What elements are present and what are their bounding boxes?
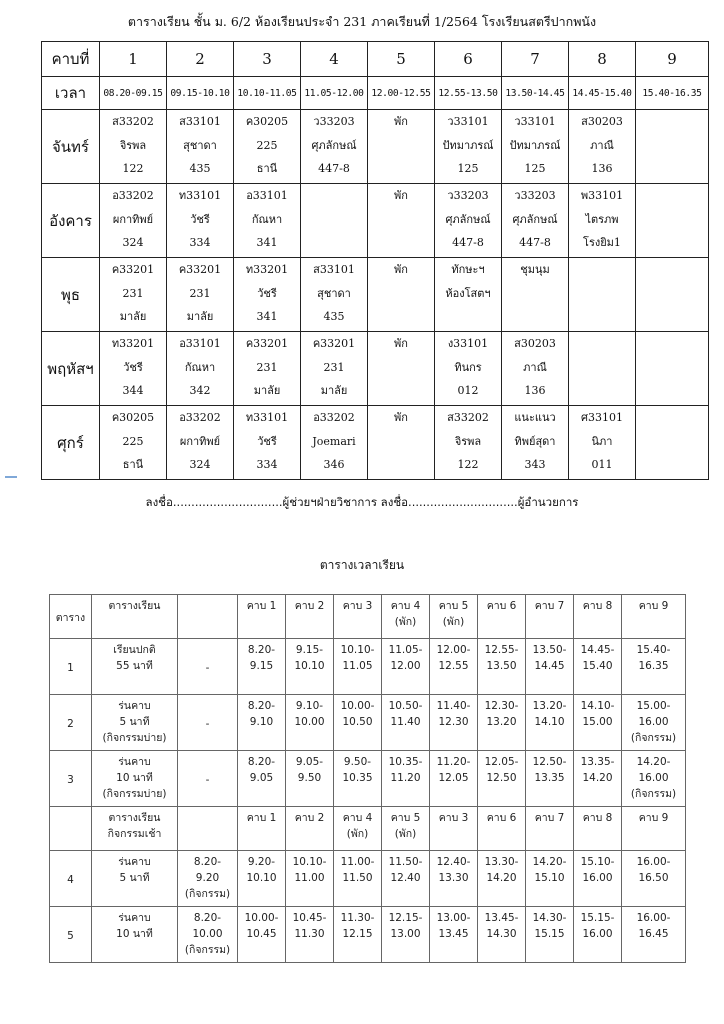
- class-cell: [301, 258, 368, 332]
- class-cell-line: 231: [256, 360, 278, 374]
- class-cell-line: ว33203: [313, 115, 355, 128]
- timetable-row: [50, 751, 686, 807]
- class-cell-line: กัณหา: [184, 360, 216, 374]
- time-cell: 15.00- 16.00 (กิจกรรม): [622, 695, 686, 751]
- class-cell-line: พัก: [394, 411, 408, 424]
- time-cell: 15.15- 16.00: [574, 907, 622, 963]
- header-cell: คาบ 9: [622, 807, 686, 851]
- class-cell-line: ส33202: [112, 115, 154, 128]
- day-name: อังคาร: [42, 184, 100, 258]
- schedule-type: เรียนปกติ 55 นาที: [92, 639, 178, 695]
- time-cell: 15.10- 16.00: [574, 851, 622, 907]
- class-cell-line: ส33101: [179, 115, 221, 128]
- class-cell-line: แนะแนว: [514, 411, 556, 424]
- class-cell-line: อ33101: [179, 337, 221, 350]
- schedule-type: ร่นคาบ 5 นาที (กิจกรรมบ่าย): [92, 695, 178, 751]
- class-cell-line: ว33101: [514, 115, 556, 128]
- time-cell: 13.00- 13.45: [430, 907, 478, 963]
- period-time: 12.55-13.50: [435, 77, 502, 110]
- class-cell: [368, 110, 435, 184]
- header-cell: คาบ 5 (พัก): [430, 595, 478, 639]
- class-cell-line: 012: [457, 384, 479, 397]
- class-cell-line: ศุภลักษณ์: [445, 212, 491, 226]
- class-cell-line: มาลัย: [253, 384, 281, 397]
- class-cell-line: อ33202: [112, 189, 154, 202]
- period-label: คาบที่: [42, 42, 100, 77]
- class-cell-line: อ33202: [313, 411, 355, 424]
- period-number: 9: [636, 42, 709, 77]
- class-cell-line: ว33203: [514, 189, 556, 202]
- header-cell: คาบ 9: [622, 595, 686, 639]
- header-cell: คาบ 4 (พัก): [382, 595, 430, 639]
- class-cell: [368, 184, 435, 258]
- timetable-title: ตารางเวลาเรียน: [319, 558, 405, 572]
- class-cell: [636, 110, 709, 184]
- class-cell: [435, 110, 502, 184]
- class-cell: [100, 406, 167, 480]
- class-cell-line: ไตรภพ: [585, 212, 619, 226]
- period-time: 11.05-12.00: [301, 77, 368, 110]
- time-cell: 11.20- 12.05: [430, 751, 478, 807]
- class-cell-line: 231: [189, 286, 211, 300]
- class-cell: [368, 258, 435, 332]
- time-cell: 14.10- 15.00: [574, 695, 622, 751]
- time-cell: 12.00- 12.55: [430, 639, 478, 695]
- time-cell: -: [178, 695, 238, 751]
- period-time: 12.00-12.55: [368, 77, 435, 110]
- time-cell: 11.50- 12.40: [382, 851, 430, 907]
- class-cell-line: 231: [323, 360, 345, 374]
- class-cell-line: 011: [591, 458, 613, 471]
- time-cell: 13.30- 14.20: [478, 851, 526, 907]
- class-cell: [435, 406, 502, 480]
- period-header-row: [42, 42, 709, 77]
- header-cell: ตารางเรียน: [92, 595, 178, 639]
- time-cell: 10.50- 11.40: [382, 695, 430, 751]
- class-cell: [502, 110, 569, 184]
- time-cell: 8.20- 9.05: [238, 751, 286, 807]
- class-cell-line: ศ33101: [581, 411, 623, 424]
- header-cell: คาบ 2: [286, 595, 334, 639]
- class-cell-line: ภาณี: [523, 360, 547, 374]
- class-cell: [636, 406, 709, 480]
- period-number: 6: [435, 42, 502, 77]
- schedule-number: 1: [50, 639, 92, 695]
- day-name: จันทร์: [42, 110, 100, 184]
- time-cell: 8.20- 9.15: [238, 639, 286, 695]
- class-cell-line: 435: [323, 310, 345, 323]
- class-schedule-table: [41, 41, 709, 480]
- class-cell: [569, 110, 636, 184]
- header-cell: คาบ 3: [334, 595, 382, 639]
- timetable-row: [50, 695, 686, 751]
- class-cell-line: 341: [256, 236, 278, 249]
- class-cell-line: มาลัย: [320, 384, 348, 397]
- day-row: [42, 332, 709, 406]
- time-cell: 12.55- 13.50: [478, 639, 526, 695]
- class-cell-line: พ33101: [580, 189, 624, 202]
- time-cell: 14.20- 15.10: [526, 851, 574, 907]
- schedule-type: ร่นคาบ 10 นาที: [92, 907, 178, 963]
- class-cell: [569, 332, 636, 406]
- class-cell-line: มาลัย: [119, 310, 147, 323]
- class-cell-line: นิภา: [591, 434, 613, 448]
- class-cell-line: 324: [189, 458, 211, 471]
- class-cell-line: พัก: [394, 189, 408, 202]
- class-cell-line: 344: [122, 384, 144, 397]
- day-row: [42, 184, 709, 258]
- class-cell-line: กัณหา: [251, 212, 283, 226]
- class-cell: [435, 184, 502, 258]
- time-cell: 16.00- 16.45: [622, 907, 686, 963]
- header-cell: คาบ 6: [478, 595, 526, 639]
- timetable-row: [50, 907, 686, 963]
- period-number: 4: [301, 42, 368, 77]
- class-cell: [167, 332, 234, 406]
- class-cell-line: 341: [256, 310, 278, 323]
- class-cell: [569, 184, 636, 258]
- class-cell-line: 342: [189, 384, 211, 397]
- class-cell-line: ชุมนุม: [520, 263, 550, 276]
- period-time: 14.45-15.40: [569, 77, 636, 110]
- time-cell: 15.40- 16.35: [622, 639, 686, 695]
- class-cell-line: 231: [122, 286, 144, 300]
- class-cell-line: พัก: [394, 263, 408, 276]
- time-cell: 10.10- 11.00: [286, 851, 334, 907]
- class-cell-line: 447-8: [452, 236, 484, 249]
- class-cell-line: ศุภลักษณ์: [311, 138, 357, 152]
- period-number: 5: [368, 42, 435, 77]
- time-cell: 11.40- 12.30: [430, 695, 478, 751]
- period-number: 2: [167, 42, 234, 77]
- class-cell-line: ท33101: [245, 411, 289, 424]
- time-cell: -: [178, 639, 238, 695]
- class-cell: [502, 184, 569, 258]
- class-cell-line: 447-8: [318, 162, 350, 175]
- class-cell-line: ส33101: [313, 263, 355, 276]
- class-cell-line: ผกาทิพย์: [112, 212, 154, 226]
- class-cell-line: ค33201: [312, 337, 356, 350]
- class-cell-line: 225: [122, 434, 144, 448]
- time-cell: 9.10- 10.00: [286, 695, 334, 751]
- class-cell-line: อ33101: [246, 189, 288, 202]
- period-time: 13.50-14.45: [502, 77, 569, 110]
- class-cell-line: ท33201: [111, 337, 155, 350]
- class-cell: [502, 406, 569, 480]
- class-cell: [167, 258, 234, 332]
- class-cell-line: 122: [457, 458, 479, 471]
- day-name: ศุกร์: [42, 406, 100, 480]
- time-cell: 12.05- 12.50: [478, 751, 526, 807]
- header-cell: คาบ 2: [286, 807, 334, 851]
- class-cell: [569, 406, 636, 480]
- time-cell: 10.10- 11.05: [334, 639, 382, 695]
- header-cell: คาบ 1: [238, 807, 286, 851]
- class-cell: [100, 258, 167, 332]
- time-cell: 11.30- 12.15: [334, 907, 382, 963]
- class-cell-line: สุชาดา: [317, 286, 351, 300]
- class-cell: [100, 184, 167, 258]
- schedule-type: ร่นคาบ 5 นาที: [92, 851, 178, 907]
- time-cell: 8.20- 9.10: [238, 695, 286, 751]
- period-number: 3: [234, 42, 301, 77]
- class-cell-line: ธานี: [122, 458, 144, 471]
- class-cell: [301, 110, 368, 184]
- class-cell-line: ค30205: [245, 115, 289, 128]
- class-cell-line: ท33101: [178, 189, 222, 202]
- timetable-row: [50, 639, 686, 695]
- class-cell-line: ค30205: [111, 411, 155, 424]
- timetable-row: [50, 851, 686, 907]
- class-cell: [435, 332, 502, 406]
- time-cell: 10.35- 11.20: [382, 751, 430, 807]
- class-cell-line: 435: [189, 162, 211, 175]
- class-cell-line: 334: [256, 458, 278, 471]
- class-cell: [234, 258, 301, 332]
- header-cell: คาบ 7: [526, 807, 574, 851]
- class-cell-line: 447-8: [519, 236, 551, 249]
- class-cell-line: ห้องโสตฯ: [445, 286, 491, 300]
- time-row: [42, 77, 709, 110]
- class-cell: [368, 406, 435, 480]
- class-cell: [167, 406, 234, 480]
- class-cell-line: ปัทมาภรณ์: [442, 138, 494, 152]
- class-cell: [636, 332, 709, 406]
- class-cell-line: ง33101: [447, 337, 489, 350]
- period-time: 09.15-10.10: [167, 77, 234, 110]
- class-cell-line: ทักษะฯ: [451, 263, 485, 276]
- time-cell: 12.50- 13.35: [526, 751, 574, 807]
- schedule-number: 5: [50, 907, 92, 963]
- schedule-type: ร่นคาบ 10 นาที (กิจกรรมบ่าย): [92, 751, 178, 807]
- class-cell-line: ธานี: [256, 162, 278, 175]
- schedule-number: 4: [50, 851, 92, 907]
- header-cell: คาบ 8: [574, 595, 622, 639]
- class-cell-line: ผกาทิพย์: [179, 434, 221, 448]
- class-cell: [100, 332, 167, 406]
- class-cell-line: มาลัย: [186, 310, 214, 323]
- timetable-subheader-row: [50, 807, 686, 851]
- class-cell-line: ปัทมาภรณ์: [509, 138, 561, 152]
- timetable-header-row: [50, 595, 686, 639]
- header-cell: คาบ 3: [430, 807, 478, 851]
- class-cell: [234, 332, 301, 406]
- class-cell-line: 225: [256, 138, 278, 152]
- class-cell: [301, 332, 368, 406]
- page-margin-marker: [5, 476, 17, 478]
- class-cell-line: ทิพย์สุดา: [514, 434, 556, 448]
- header-cell: [178, 807, 238, 851]
- signature-line: ลงชื่อ..............................ผู้ช่วยฯฝ่ายวิชาการ ลงชื่อ..............................ผู้อำนวยการ: [145, 495, 579, 509]
- header-cell: คาบ 4 (พัก): [334, 807, 382, 851]
- time-cell: 12.15- 13.00: [382, 907, 430, 963]
- class-cell: [167, 110, 234, 184]
- class-cell: [569, 258, 636, 332]
- class-cell-line: ว33203: [447, 189, 489, 202]
- class-cell-line: วัชรี: [257, 286, 277, 300]
- time-cell: 10.00- 10.50: [334, 695, 382, 751]
- class-cell-line: ค33201: [111, 263, 155, 276]
- class-cell: [502, 258, 569, 332]
- day-row: [42, 110, 709, 184]
- time-cell: 13.50- 14.45: [526, 639, 574, 695]
- class-cell-line: 125: [457, 162, 479, 175]
- time-cell: 8.20- 10.00 (กิจกรรม): [178, 907, 238, 963]
- class-cell: [636, 184, 709, 258]
- class-cell-line: จิรพล: [119, 138, 147, 152]
- class-cell-line: ค33201: [245, 337, 289, 350]
- time-cell: 9.05- 9.50: [286, 751, 334, 807]
- class-cell: [234, 184, 301, 258]
- class-cell-line: 136: [524, 384, 546, 397]
- class-cell: [234, 110, 301, 184]
- class-cell-line: 334: [189, 236, 211, 249]
- class-cell-line: ส30203: [581, 115, 623, 128]
- header-cell: คาบ 7: [526, 595, 574, 639]
- header-cell: คาบ 6: [478, 807, 526, 851]
- class-cell-line: ค33201: [178, 263, 222, 276]
- time-cell: 14.20- 16.00 (กิจกรรม): [622, 751, 686, 807]
- class-cell-line: พัก: [394, 337, 408, 350]
- class-cell-line: วัชรี: [123, 360, 143, 374]
- class-cell-line: อ33202: [179, 411, 221, 424]
- period-number: 8: [569, 42, 636, 77]
- time-label: เวลา: [42, 77, 100, 110]
- class-cell-line: ว33101: [447, 115, 489, 128]
- header-cell: คาบ 8: [574, 807, 622, 851]
- period-time: 15.40-16.35: [636, 77, 709, 110]
- time-cell: 9.50- 10.35: [334, 751, 382, 807]
- header-cell: ตารางเรียน กิจกรรมเช้า: [92, 807, 178, 851]
- time-cell: 10.00- 10.45: [238, 907, 286, 963]
- class-cell-line: ทินกร: [454, 360, 482, 374]
- class-cell: [100, 110, 167, 184]
- schedule-number: 2: [50, 695, 92, 751]
- class-cell-line: จิรพล: [454, 434, 482, 448]
- class-cell-line: ส33202: [447, 411, 489, 424]
- day-name: พุธ: [42, 258, 100, 332]
- class-cell-line: สุชาดา: [183, 138, 217, 152]
- day-row: [42, 406, 709, 480]
- class-cell: [301, 406, 368, 480]
- period-number: 1: [100, 42, 167, 77]
- time-cell: 12.40- 13.30: [430, 851, 478, 907]
- class-cell: [301, 184, 368, 258]
- schedule-number: 3: [50, 751, 92, 807]
- header-cell: คาบ 1: [238, 595, 286, 639]
- day-name: พฤหัสฯ: [42, 332, 100, 406]
- class-cell-line: Joemari: [312, 434, 356, 448]
- class-cell-line: ส30203: [514, 337, 556, 350]
- time-cell: 13.20- 14.10: [526, 695, 574, 751]
- class-cell: [502, 332, 569, 406]
- time-cell: 13.35- 14.20: [574, 751, 622, 807]
- time-cell: -: [178, 751, 238, 807]
- time-cell: 14.30- 15.15: [526, 907, 574, 963]
- class-cell-line: ภาณี: [590, 138, 614, 152]
- class-cell-line: โรงยิม1: [583, 236, 621, 249]
- class-cell: [368, 332, 435, 406]
- class-cell-line: 343: [524, 458, 546, 471]
- schedule-title: ตารางเรียน ชั้น ม. 6/2 ห้องเรียนประจำ 231 ภาคเรียนที่ 1/2564 โรงเรียนสตรีปากพนัง: [127, 14, 597, 29]
- time-cell: 11.05- 12.00: [382, 639, 430, 695]
- class-cell: [167, 184, 234, 258]
- time-cell: 8.20- 9.20 (กิจกรรม): [178, 851, 238, 907]
- header-cell: [50, 807, 92, 851]
- time-cell: 11.00- 11.50: [334, 851, 382, 907]
- class-cell-line: 125: [524, 162, 546, 175]
- class-cell-line: ท33201: [245, 263, 289, 276]
- header-cell: [178, 595, 238, 639]
- time-cell: 14.45- 15.40: [574, 639, 622, 695]
- header-cell: คาบ 5 (พัก): [382, 807, 430, 851]
- time-cell: 12.30- 13.20: [478, 695, 526, 751]
- period-time: 10.10-11.05: [234, 77, 301, 110]
- class-cell-line: ศุภลักษณ์: [512, 212, 558, 226]
- class-cell-line: 324: [122, 236, 144, 249]
- class-cell-line: วัชรี: [190, 212, 210, 226]
- period-time-table: [49, 594, 686, 963]
- time-cell: 9.20- 10.10: [238, 851, 286, 907]
- time-cell: 9.15- 10.10: [286, 639, 334, 695]
- class-cell-line: วัชรี: [257, 434, 277, 448]
- class-cell: [636, 258, 709, 332]
- time-cell: 13.45- 14.30: [478, 907, 526, 963]
- class-cell-line: 136: [591, 162, 613, 175]
- header-cell: ตาราง: [50, 595, 92, 639]
- time-cell: 10.45- 11.30: [286, 907, 334, 963]
- class-cell-line: 122: [122, 162, 144, 175]
- class-cell: [234, 406, 301, 480]
- period-number: 7: [502, 42, 569, 77]
- class-cell: [435, 258, 502, 332]
- class-cell-line: 346: [323, 458, 345, 471]
- class-cell-line: พัก: [394, 115, 408, 128]
- period-time: 08.20-09.15: [100, 77, 167, 110]
- day-row: [42, 258, 709, 332]
- time-cell: 16.00- 16.50: [622, 851, 686, 907]
